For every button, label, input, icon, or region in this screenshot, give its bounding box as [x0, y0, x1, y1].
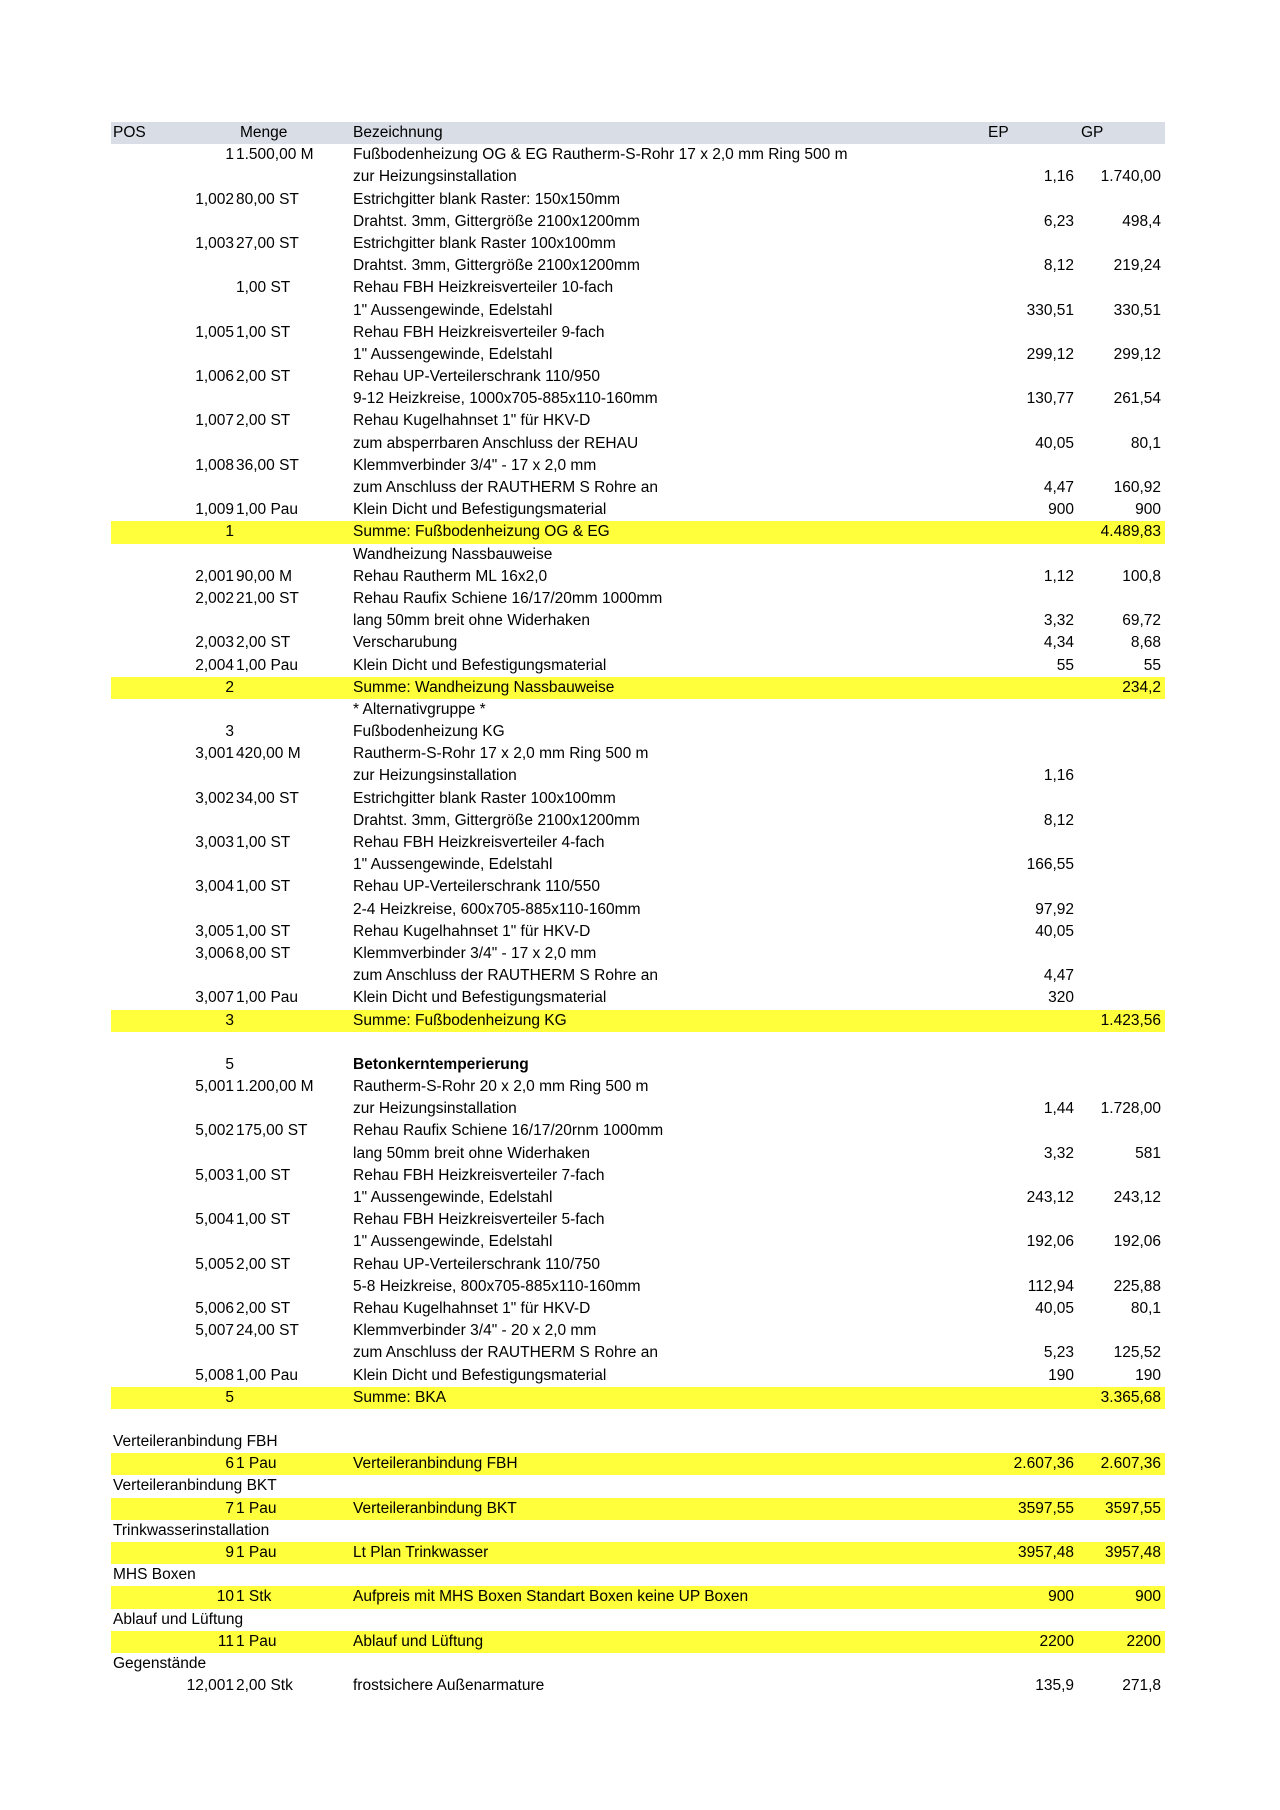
gp-cell: 80,1 [1130, 1299, 1161, 1317]
table-row [111, 1120, 1165, 1142]
bezeichnung-cell: Summe: Wandheizung Nassbauweise [353, 678, 615, 696]
table-row [111, 832, 1165, 854]
pos-cell: 3,001 [195, 745, 234, 763]
ep-cell: 1,12 [1043, 567, 1074, 585]
table-row [111, 455, 1165, 477]
ep-cell: 135,9 [1035, 1677, 1074, 1695]
group-heading-row [111, 1609, 1165, 1631]
pos-cell: 7 [225, 1499, 234, 1517]
table-row [111, 1365, 1165, 1387]
bezeichnung-cell: Rehau FBH Heizkreisverteiler 9-fach [353, 323, 605, 341]
sum-row [111, 1542, 1165, 1564]
pos-cell: 1,003 [195, 234, 234, 252]
table-row [111, 721, 1165, 743]
ep-cell: 8,12 [1043, 811, 1074, 829]
table-row [111, 277, 1165, 299]
menge-cell: 175,00 ST [236, 1122, 308, 1140]
bezeichnung-cell: Verteileranbindung FBH [353, 1455, 518, 1473]
gp-cell: 1.740,00 [1100, 168, 1161, 186]
table-row [111, 366, 1165, 388]
pos-cell: 3 [225, 723, 234, 741]
pos-cell: 2,002 [195, 589, 234, 607]
bezeichnung-cell: Klemmverbinder 3/4" - 20 x 2,0 mm [353, 1322, 597, 1340]
bezeichnung-cell: Klein Dicht und Befestigungsmaterial [353, 501, 607, 519]
ep-cell: 190 [1048, 1366, 1074, 1384]
table-row [111, 344, 1165, 366]
ep-cell: 112,94 [1027, 1277, 1074, 1295]
table-row [111, 255, 1165, 277]
gp-cell: 100,8 [1122, 567, 1161, 585]
pos-cell: 11 [217, 1632, 234, 1650]
pos-cell: 3,005 [195, 922, 234, 940]
menge-cell: 1 Pau [236, 1632, 277, 1650]
gp-cell: 581 [1135, 1144, 1161, 1162]
group-heading-row [111, 1520, 1165, 1542]
table-row [111, 433, 1165, 455]
group-label: Verteileranbindung FBH [113, 1433, 278, 1451]
table-row [111, 144, 1165, 166]
menge-cell: 1,00 ST [236, 834, 291, 851]
ep-cell: 243,12 [1026, 1189, 1074, 1206]
bezeichnung-cell: Rehau Raufix Schiene 16/17/20mm 1000mm [353, 589, 663, 607]
group-label: Ablauf und Lüftung [113, 1610, 244, 1628]
table-row [111, 610, 1165, 632]
pos-cell: 1 [225, 523, 234, 541]
menge-cell: 8,00 ST [236, 944, 291, 962]
bezeichnung-cell: Drahtst. 3mm, Gittergröße 2100x1200mm [353, 257, 640, 275]
ep-cell: 6,23 [1043, 212, 1074, 230]
menge-cell: 34,00 ST [236, 789, 299, 807]
table-row [111, 1187, 1165, 1209]
gp-cell: 3957,48 [1104, 1544, 1161, 1561]
bezeichnung-cell: Rehau Raufix Schiene 16/17/20rnm 1000mm [353, 1122, 664, 1140]
table-row [111, 921, 1165, 943]
group-heading-row [111, 1653, 1165, 1675]
table-row [111, 1076, 1165, 1098]
ep-cell: 1,16 [1043, 767, 1074, 785]
sum-row [111, 1631, 1165, 1653]
bezeichnung-cell: Summe: Fußbodenheizung KG [353, 1011, 567, 1029]
table-row [111, 166, 1165, 188]
header-ep: EP [988, 124, 1009, 141]
menge-cell: 80,00 ST [236, 190, 299, 208]
menge-cell: 1,00 Pau [236, 989, 299, 1007]
table-row [111, 765, 1165, 787]
pos-cell: 3,003 [195, 834, 234, 851]
bezeichnung-cell: zum Anschluss der RAUTHERM S Rohre an [353, 479, 658, 496]
pos-cell: 1,006 [195, 368, 234, 386]
menge-cell: 1 Pau [236, 1499, 277, 1517]
ep-cell: 40,05 [1035, 922, 1074, 940]
bezeichnung-cell: Rautherm-S-Rohr 20 x 2,0 mm Ring 500 m [353, 1078, 649, 1096]
table-row [111, 788, 1165, 810]
group-heading-row [111, 1431, 1165, 1453]
table-row [111, 300, 1165, 322]
ep-cell: 192,06 [1026, 1233, 1074, 1251]
gp-cell: 55 [1143, 656, 1161, 674]
menge-cell: 27,00 ST [236, 234, 299, 252]
sum-row [111, 1453, 1165, 1475]
pos-cell: 5,001 [195, 1078, 234, 1096]
pos-cell: 5 [225, 1055, 234, 1073]
table-row [111, 388, 1165, 410]
bezeichnung-cell: Wandheizung Nassbauweise [353, 545, 553, 563]
header-bezeichnung: Bezeichnung [353, 124, 443, 141]
gp-cell: 243,12 [1113, 1189, 1161, 1206]
gp-cell: 900 [1135, 1588, 1161, 1606]
sum-row [111, 521, 1165, 543]
bezeichnung-cell: Rehau FBH Heizkreisverteiler 10-fach [353, 279, 614, 297]
menge-cell: 1,00 ST [236, 1211, 291, 1229]
bezeichnung-cell: Klein Dicht und Befestigungsmaterial [353, 1366, 607, 1384]
ep-cell: 40,05 [1035, 434, 1074, 452]
menge-cell: 1,00 Pau [236, 656, 299, 674]
ep-cell: 3597,55 [1017, 1499, 1074, 1517]
pos-cell: 2 [225, 678, 234, 696]
pos-cell: 3,006 [195, 944, 234, 962]
gp-cell: 125,52 [1113, 1344, 1161, 1362]
group-label: Gegenstände [113, 1654, 207, 1672]
ep-cell: 2200 [1039, 1632, 1074, 1650]
menge-cell: 1,00 ST [236, 323, 291, 341]
ep-cell: 4,47 [1043, 967, 1074, 985]
bezeichnung-cell: frostsichere Außenarmature [353, 1677, 545, 1695]
menge-cell: 24,00 ST [236, 1322, 299, 1340]
bezeichnung-cell: Klemmverbinder 3/4" - 17 x 2,0 mm [353, 456, 597, 474]
table-row [111, 965, 1165, 987]
table-row [111, 876, 1165, 898]
header-menge: Menge [240, 124, 288, 141]
gp-cell: 1.728,00 [1100, 1100, 1161, 1118]
bezeichnung-cell: Klein Dicht und Befestigungsmaterial [353, 989, 607, 1007]
menge-cell: 1 Stk [236, 1588, 272, 1606]
group-label: Trinkwasserinstallation [113, 1521, 270, 1539]
gp-cell: 190 [1135, 1366, 1161, 1384]
ep-cell: 330,51 [1026, 301, 1074, 319]
menge-cell: 36,00 ST [236, 456, 299, 474]
ep-cell: 55 [1056, 656, 1074, 674]
menge-cell: 1,00 ST [236, 878, 291, 896]
pos-cell: 1,002 [195, 190, 234, 208]
sum-row [111, 677, 1165, 699]
menge-cell: 420,00 M [236, 745, 301, 763]
ep-cell: 130,77 [1026, 390, 1074, 408]
table-row [111, 1098, 1165, 1120]
group-heading-row [111, 1564, 1165, 1586]
table-row [111, 233, 1165, 255]
spacer-row [111, 1409, 1165, 1431]
pos-cell: 5 [225, 1388, 234, 1406]
pos-cell: 1 [225, 146, 234, 164]
table-row [111, 987, 1165, 1009]
gp-cell: 2.607,36 [1100, 1455, 1161, 1473]
pos-cell: 5,005 [195, 1255, 234, 1273]
gp-cell: 261,54 [1113, 390, 1161, 408]
bezeichnung-cell: * Alternativgruppe * [353, 700, 486, 718]
bezeichnung-cell: zur Heizungsinstallation [353, 168, 517, 186]
table-row [111, 1342, 1165, 1364]
sum-row [111, 1498, 1165, 1520]
sum-row [111, 1586, 1165, 1608]
ep-cell: 3,32 [1043, 1144, 1074, 1162]
gp-cell: 299,12 [1113, 345, 1161, 363]
gp-cell: 192,06 [1113, 1233, 1161, 1251]
group-label: Verteileranbindung BKT [113, 1477, 277, 1495]
menge-cell: 2,00 ST [236, 412, 291, 430]
table-row [111, 410, 1165, 432]
bezeichnung-cell: zum Anschluss der RAUTHERM S Rohre an [353, 1344, 658, 1362]
bezeichnung-cell: Rehau Kugelhahnset 1" für HKV-D [353, 1299, 591, 1317]
bezeichnung-cell: 1" Aussengewinde, Edelstahl [353, 1233, 553, 1251]
gp-cell: 8,68 [1130, 634, 1161, 652]
bezeichnung-cell: 1" Aussengewinde, Edelstahl [353, 856, 553, 874]
header-gp: GP [1081, 124, 1104, 141]
ep-cell: 8,12 [1043, 257, 1074, 275]
gp-cell: 1.423,56 [1100, 1011, 1161, 1029]
table-row [111, 1320, 1165, 1342]
table-row [111, 566, 1165, 588]
bezeichnung-cell: Fußbodenheizung KG [353, 723, 505, 741]
bezeichnung-cell: 1" Aussengewinde, Edelstahl [353, 345, 553, 363]
table-body [111, 144, 1165, 1697]
bezeichnung-cell: Rehau UP-Verteilerschrank 110/550 [353, 878, 600, 896]
menge-cell: 1,00 Pau [236, 1366, 299, 1384]
table-row [111, 1054, 1165, 1076]
bezeichnung-cell: Rehau FBH Heizkreisverteiler 7-fach [353, 1166, 605, 1184]
table-row [111, 1276, 1165, 1298]
pos-cell: 1,005 [195, 323, 234, 341]
table-row [111, 810, 1165, 832]
bezeichnung-cell: 1" Aussengewinde, Edelstahl [353, 1189, 553, 1206]
ep-cell: 2.607,36 [1013, 1455, 1074, 1473]
sum-row [111, 1010, 1165, 1032]
table-row [111, 854, 1165, 876]
table-header [111, 122, 1165, 144]
header-pos: POS [113, 124, 146, 141]
table-row [111, 943, 1165, 965]
pos-cell: 2,003 [195, 634, 234, 652]
ep-cell: 97,92 [1035, 900, 1074, 918]
pos-cell: 2,001 [195, 567, 234, 585]
ep-cell: 3,32 [1043, 612, 1074, 630]
pos-cell: 3,002 [195, 789, 234, 807]
table-row [111, 632, 1165, 654]
menge-cell: 2,00 Stk [236, 1677, 293, 1695]
menge-cell: 2,00 ST [236, 1255, 291, 1273]
bezeichnung-cell: Verscharubung [353, 634, 458, 652]
menge-cell: 1,00 ST [236, 279, 291, 297]
pos-cell: 3,004 [195, 878, 234, 896]
pos-cell: 1,007 [195, 412, 234, 430]
ep-cell: 1,44 [1043, 1100, 1074, 1118]
bezeichnung-cell: Fußbodenheizung OG & EG Rautherm-S-Rohr 17 x 2,0 mm Ring 500 m [353, 146, 848, 164]
gp-cell: 225,88 [1113, 1277, 1161, 1295]
ep-cell: 4,47 [1043, 479, 1074, 496]
menge-cell: 21,00 ST [236, 589, 299, 607]
menge-cell: 1 Pau [236, 1544, 277, 1561]
bezeichnung-cell: Estrichgitter blank Raster: 150x150mm [353, 190, 621, 208]
bezeichnung-cell: Rehau FBH Heizkreisverteiler 4-fach [353, 834, 605, 851]
gp-cell: 498,4 [1122, 212, 1161, 230]
ep-cell: 5,23 [1043, 1344, 1074, 1362]
menge-cell: 1,00 ST [236, 922, 291, 940]
pos-cell: 3,007 [195, 989, 234, 1007]
ep-cell: 1,16 [1043, 168, 1074, 186]
group-heading-row [111, 1475, 1165, 1497]
menge-cell: 1,00 Pau [236, 501, 299, 519]
bezeichnung-cell: Rehau Kugelhahnset 1" für HKV-D [353, 412, 591, 430]
table-row [111, 544, 1165, 566]
bezeichnung-cell: Summe: Fußbodenheizung OG & EG [353, 523, 610, 541]
bezeichnung-cell: Klemmverbinder 3/4" - 17 x 2,0 mm [353, 944, 597, 962]
gp-cell: 2200 [1126, 1632, 1161, 1650]
gp-cell: 219,24 [1113, 257, 1161, 275]
table-row [111, 655, 1165, 677]
gp-cell: 330,51 [1113, 301, 1161, 319]
bezeichnung-cell: zur Heizungsinstallation [353, 1100, 517, 1118]
bezeichnung-cell: Summe: BKA [353, 1388, 447, 1406]
bezeichnung-cell: Estrichgitter blank Raster 100x100mm [353, 789, 616, 807]
menge-cell: 1 Pau [236, 1455, 277, 1473]
bezeichnung-cell: Ablauf und Lüftung [353, 1632, 484, 1650]
table-row [111, 1165, 1165, 1187]
gp-cell: 80,1 [1130, 434, 1161, 452]
table-row [111, 588, 1165, 610]
table-row [111, 743, 1165, 765]
ep-cell: 900 [1048, 501, 1074, 519]
table-row [111, 499, 1165, 521]
ep-cell: 299,12 [1026, 345, 1074, 363]
cost-estimate-table [111, 122, 1165, 1697]
bezeichnung-cell: lang 50mm breit ohne Widerhaken [353, 612, 590, 630]
pos-cell: 5,008 [195, 1366, 234, 1384]
gp-cell: 4.489,83 [1100, 523, 1161, 541]
pos-cell: 9 [225, 1544, 234, 1561]
spacer-row [111, 1032, 1165, 1054]
gp-cell: 271,8 [1122, 1677, 1161, 1695]
pos-cell: 5,002 [195, 1122, 234, 1140]
bezeichnung-cell: Rehau UP-Verteilerschrank 110/750 [353, 1255, 600, 1273]
bezeichnung-cell: 1" Aussengewinde, Edelstahl [353, 301, 553, 319]
table-row [111, 189, 1165, 211]
bezeichnung-cell: 5-8 Heizkreise, 800x705-885x110-160mm [353, 1277, 641, 1295]
bezeichnung-cell: lang 50mm breit ohne Widerhaken [353, 1144, 590, 1162]
table-row [111, 1675, 1165, 1697]
ep-cell: 3957,48 [1017, 1544, 1074, 1561]
bezeichnung-cell: 9-12 Heizkreise, 1000x705-885x110-160mm [353, 390, 658, 408]
gp-cell: 69,72 [1122, 612, 1161, 630]
gp-cell: 234,2 [1122, 678, 1161, 696]
pos-cell: 10 [216, 1588, 234, 1606]
sum-row [111, 1387, 1165, 1409]
ep-cell: 320 [1048, 989, 1074, 1007]
gp-cell: 3597,55 [1104, 1499, 1161, 1517]
table-row [111, 322, 1165, 344]
table-row [111, 1231, 1165, 1253]
bezeichnung-cell: Lt Plan Trinkwasser [353, 1544, 489, 1561]
pos-cell: 6 [225, 1455, 234, 1473]
table-row [111, 1143, 1165, 1165]
menge-cell: 1,00 ST [236, 1166, 291, 1184]
ep-cell: 4,34 [1043, 634, 1074, 652]
bezeichnung-cell: Estrichgitter blank Raster 100x100mm [353, 234, 616, 252]
table-row [111, 899, 1165, 921]
bezeichnung-cell: 2-4 Heizkreise, 600x705-885x110-160mm [353, 900, 641, 918]
menge-cell: 1.200,00 M [236, 1078, 314, 1096]
bezeichnung-cell: Aufpreis mit MHS Boxen Standart Boxen keine UP Boxen [353, 1588, 749, 1606]
pos-cell: 5,006 [195, 1299, 234, 1317]
table-row [111, 211, 1165, 233]
ep-cell: 166,55 [1026, 856, 1074, 874]
bezeichnung-cell: zum absperrbaren Anschluss der REHAU [353, 434, 639, 452]
pos-cell: 5,004 [195, 1211, 234, 1229]
menge-cell: 90,00 M [236, 567, 293, 585]
pos-cell: 2,004 [195, 656, 234, 674]
pos-cell: 1,008 [195, 456, 234, 474]
ep-cell: 900 [1048, 1588, 1074, 1606]
bezeichnung-cell: Drahtst. 3mm, Gittergröße 2100x1200mm [353, 811, 640, 829]
table-row [111, 1298, 1165, 1320]
bezeichnung-cell: Klein Dicht und Befestigungsmaterial [353, 656, 607, 674]
table-row [111, 1209, 1165, 1231]
menge-cell: 2,00 ST [236, 634, 291, 652]
gp-cell: 160,92 [1113, 479, 1161, 496]
menge-cell: 2,00 ST [236, 1299, 291, 1317]
pos-cell: 1,009 [195, 501, 234, 519]
table-row [111, 699, 1165, 721]
bezeichnung-cell: Drahtst. 3mm, Gittergröße 2100x1200mm [353, 212, 640, 230]
menge-cell: 1.500,00 M [236, 146, 314, 164]
bezeichnung-cell: zum Anschluss der RAUTHERM S Rohre an [353, 967, 658, 985]
bezeichnung-cell: Rautherm-S-Rohr 17 x 2,0 mm Ring 500 m [353, 745, 649, 763]
bezeichnung-cell: Rehau UP-Verteilerschrank 110/950 [353, 368, 600, 386]
bezeichnung-cell: zur Heizungsinstallation [353, 767, 517, 785]
gp-cell: 900 [1135, 501, 1161, 519]
menge-cell: 2,00 ST [236, 368, 291, 386]
pos-cell: 3 [225, 1011, 234, 1029]
table-row [111, 1254, 1165, 1276]
table-row [111, 477, 1165, 499]
bezeichnung-cell: Betonkerntemperierung [353, 1055, 529, 1073]
group-label: MHS Boxen [113, 1566, 196, 1584]
ep-cell: 40,05 [1035, 1299, 1074, 1317]
bezeichnung-cell: Verteileranbindung BKT [353, 1499, 517, 1517]
bezeichnung-cell: Rehau Rautherm ML 16x2,0 [353, 567, 548, 585]
pos-cell: 5,003 [195, 1166, 234, 1184]
pos-cell: 12,001 [186, 1677, 234, 1695]
pos-cell: 5,007 [195, 1322, 234, 1340]
bezeichnung-cell: Rehau FBH Heizkreisverteiler 5-fach [353, 1211, 605, 1229]
gp-cell: 3.365,68 [1100, 1388, 1161, 1406]
bezeichnung-cell: Rehau Kugelhahnset 1" für HKV-D [353, 922, 591, 940]
